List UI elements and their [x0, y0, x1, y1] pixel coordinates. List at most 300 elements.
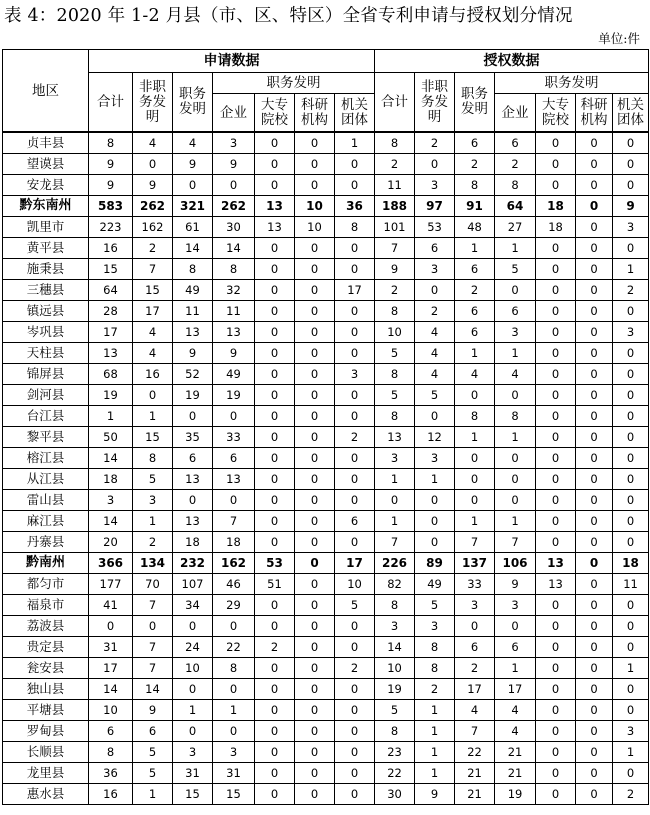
value-cell: 0 — [255, 132, 295, 154]
table-row — [3, 490, 649, 511]
value-cell: 1 — [495, 658, 536, 679]
value-cell: 20 — [89, 532, 133, 553]
region-name-cell: 福泉市 — [3, 595, 89, 616]
value-cell: 3 — [495, 322, 536, 343]
value-cell: 7 — [455, 532, 495, 553]
value-cell: 3 — [415, 175, 455, 196]
value-cell: 0 — [335, 637, 375, 658]
header-grant-group: 授权数据 — [375, 50, 649, 73]
value-cell: 13 — [173, 511, 213, 532]
value-cell: 2 — [495, 154, 536, 175]
value-cell: 1 — [375, 469, 415, 490]
value-cell: 0 — [255, 175, 295, 196]
value-cell: 0 — [295, 658, 335, 679]
value-cell: 107 — [173, 574, 213, 595]
value-cell: 0 — [255, 490, 295, 511]
value-cell: 0 — [173, 175, 213, 196]
region-name-cell: 平塘县 — [3, 700, 89, 721]
value-cell: 0 — [536, 616, 576, 637]
value-cell: 0 — [133, 616, 173, 637]
table-row — [3, 784, 649, 805]
value-cell: 19 — [213, 385, 255, 406]
value-cell: 0 — [415, 154, 455, 175]
value-cell: 0 — [536, 658, 576, 679]
value-cell: 0 — [613, 511, 649, 532]
value-cell: 82 — [375, 574, 415, 595]
value-cell: 134 — [133, 553, 173, 574]
region-name-cell: 凯里市 — [3, 217, 89, 238]
value-cell: 0 — [335, 448, 375, 469]
value-cell: 0 — [335, 742, 375, 763]
value-cell: 262 — [213, 196, 255, 217]
value-cell: 137 — [455, 553, 495, 574]
value-cell: 18 — [89, 469, 133, 490]
region-name-cell: 剑河县 — [3, 385, 89, 406]
value-cell: 0 — [495, 280, 536, 301]
value-cell: 0 — [536, 679, 576, 700]
value-cell: 0 — [576, 427, 613, 448]
value-cell: 0 — [255, 259, 295, 280]
value-cell: 68 — [89, 364, 133, 385]
value-cell: 0 — [536, 154, 576, 175]
value-cell: 0 — [576, 154, 613, 175]
value-cell: 8 — [375, 595, 415, 616]
value-cell: 4 — [495, 721, 536, 742]
value-cell: 18 — [536, 217, 576, 238]
value-cell: 9 — [213, 343, 255, 364]
value-cell: 9 — [613, 196, 649, 217]
value-cell: 9 — [415, 784, 455, 805]
value-cell: 0 — [613, 616, 649, 637]
value-cell: 0 — [255, 238, 295, 259]
value-cell: 0 — [255, 700, 295, 721]
value-cell: 0 — [255, 658, 295, 679]
region-name-cell: 望谟县 — [3, 154, 89, 175]
region-name-cell: 施秉县 — [3, 259, 89, 280]
value-cell: 6 — [455, 322, 495, 343]
value-cell: 46 — [213, 574, 255, 595]
value-cell: 1 — [415, 763, 455, 784]
value-cell: 17 — [335, 553, 375, 574]
value-cell: 1 — [613, 658, 649, 679]
header-grant-enterprise: 企业 — [495, 94, 536, 133]
value-cell: 13 — [536, 553, 576, 574]
value-cell: 0 — [295, 154, 335, 175]
value-cell: 0 — [133, 154, 173, 175]
value-cell: 0 — [173, 490, 213, 511]
value-cell: 8 — [375, 406, 415, 427]
value-cell: 11 — [613, 574, 649, 595]
value-cell: 14 — [213, 238, 255, 259]
value-cell: 0 — [375, 490, 415, 511]
value-cell: 50 — [89, 427, 133, 448]
value-cell: 0 — [536, 280, 576, 301]
value-cell: 0 — [415, 406, 455, 427]
value-cell: 0 — [536, 238, 576, 259]
value-cell: 0 — [295, 364, 335, 385]
header-grant-service-group: 职务发明 — [495, 73, 649, 94]
value-cell: 262 — [133, 196, 173, 217]
table-row — [3, 259, 649, 280]
value-cell: 1 — [455, 238, 495, 259]
table-row — [3, 448, 649, 469]
value-cell: 1 — [133, 406, 173, 427]
region-name-cell: 龙里县 — [3, 763, 89, 784]
value-cell: 17 — [455, 679, 495, 700]
value-cell: 0 — [495, 448, 536, 469]
value-cell: 162 — [213, 553, 255, 574]
value-cell: 2 — [455, 154, 495, 175]
value-cell: 5 — [375, 385, 415, 406]
value-cell: 1 — [415, 721, 455, 742]
value-cell: 53 — [255, 553, 295, 574]
table-row — [3, 721, 649, 742]
value-cell: 4 — [455, 700, 495, 721]
value-cell: 2 — [335, 658, 375, 679]
value-cell: 0 — [536, 259, 576, 280]
table-row — [3, 595, 649, 616]
value-cell: 13 — [536, 574, 576, 595]
value-cell: 0 — [536, 763, 576, 784]
value-cell: 52 — [173, 364, 213, 385]
value-cell: 9 — [133, 700, 173, 721]
value-cell: 8 — [375, 132, 415, 154]
value-cell: 0 — [613, 132, 649, 154]
value-cell: 41 — [89, 595, 133, 616]
value-cell: 8 — [495, 406, 536, 427]
value-cell: 0 — [295, 595, 335, 616]
value-cell: 0 — [613, 343, 649, 364]
region-name-cell: 都匀市 — [3, 574, 89, 595]
value-cell: 2 — [613, 784, 649, 805]
value-cell: 0 — [213, 679, 255, 700]
value-cell: 0 — [536, 742, 576, 763]
value-cell: 0 — [335, 343, 375, 364]
value-cell: 0 — [576, 132, 613, 154]
header-apply-service-group: 职务发明 — [213, 73, 375, 94]
value-cell: 49 — [213, 364, 255, 385]
value-cell: 18 — [213, 532, 255, 553]
value-cell: 23 — [375, 742, 415, 763]
value-cell: 0 — [576, 616, 613, 637]
table-row — [3, 301, 649, 322]
value-cell: 33 — [213, 427, 255, 448]
value-cell: 1 — [495, 238, 536, 259]
value-cell: 2 — [375, 154, 415, 175]
value-cell: 0 — [576, 700, 613, 721]
value-cell: 0 — [173, 679, 213, 700]
value-cell: 0 — [613, 469, 649, 490]
value-cell: 0 — [335, 490, 375, 511]
value-cell: 1 — [613, 742, 649, 763]
value-cell: 0 — [455, 385, 495, 406]
value-cell: 5 — [133, 469, 173, 490]
value-cell: 13 — [213, 469, 255, 490]
value-cell: 2 — [455, 658, 495, 679]
value-cell: 2 — [415, 679, 455, 700]
header-grant-agency: 机关团体 — [613, 94, 649, 133]
value-cell: 0 — [455, 490, 495, 511]
header-apply-group: 申请数据 — [89, 50, 375, 73]
value-cell: 7 — [455, 721, 495, 742]
value-cell: 0 — [536, 385, 576, 406]
value-cell: 17 — [495, 679, 536, 700]
value-cell: 5 — [133, 763, 173, 784]
value-cell: 5 — [495, 259, 536, 280]
value-cell: 0 — [536, 343, 576, 364]
value-cell: 3 — [455, 595, 495, 616]
value-cell: 3 — [415, 448, 455, 469]
value-cell: 97 — [415, 196, 455, 217]
value-cell: 91 — [455, 196, 495, 217]
value-cell: 30 — [375, 784, 415, 805]
value-cell: 19 — [89, 385, 133, 406]
region-name-cell: 惠水县 — [3, 784, 89, 805]
value-cell: 16 — [133, 364, 173, 385]
value-cell: 0 — [536, 469, 576, 490]
table-row — [3, 763, 649, 784]
value-cell: 0 — [576, 553, 613, 574]
value-cell: 0 — [295, 406, 335, 427]
value-cell: 0 — [455, 469, 495, 490]
value-cell: 2 — [455, 280, 495, 301]
value-cell: 31 — [213, 763, 255, 784]
value-cell: 0 — [576, 301, 613, 322]
value-cell: 8 — [89, 132, 133, 154]
table-row — [3, 132, 649, 154]
value-cell: 0 — [335, 154, 375, 175]
value-cell: 13 — [213, 322, 255, 343]
value-cell: 0 — [536, 721, 576, 742]
header-region: 地区 — [3, 50, 89, 133]
value-cell: 17 — [133, 301, 173, 322]
value-cell: 36 — [335, 196, 375, 217]
value-cell: 101 — [375, 217, 415, 238]
value-cell: 15 — [133, 280, 173, 301]
value-cell: 0 — [576, 679, 613, 700]
region-name-cell: 榕江县 — [3, 448, 89, 469]
value-cell: 13 — [255, 196, 295, 217]
value-cell: 0 — [295, 763, 335, 784]
value-cell: 8 — [455, 406, 495, 427]
value-cell: 19 — [375, 679, 415, 700]
value-cell: 1 — [133, 784, 173, 805]
region-name-cell: 从江县 — [3, 469, 89, 490]
value-cell: 51 — [255, 574, 295, 595]
value-cell: 10 — [295, 196, 335, 217]
value-cell: 7 — [213, 511, 255, 532]
value-cell: 0 — [213, 616, 255, 637]
header-apply-research: 科研机构 — [295, 94, 335, 133]
value-cell: 0 — [613, 238, 649, 259]
value-cell: 9 — [89, 154, 133, 175]
value-cell: 8 — [375, 364, 415, 385]
value-cell: 21 — [495, 742, 536, 763]
value-cell: 0 — [536, 595, 576, 616]
value-cell: 0 — [255, 532, 295, 553]
value-cell: 0 — [295, 532, 335, 553]
value-cell: 0 — [576, 763, 613, 784]
value-cell: 10 — [89, 700, 133, 721]
value-cell: 18 — [536, 196, 576, 217]
value-cell: 0 — [576, 259, 613, 280]
value-cell: 2 — [415, 301, 455, 322]
value-cell: 0 — [613, 700, 649, 721]
value-cell: 4 — [415, 322, 455, 343]
value-cell: 4 — [173, 132, 213, 154]
value-cell: 7 — [375, 532, 415, 553]
value-cell: 223 — [89, 217, 133, 238]
value-cell: 0 — [335, 784, 375, 805]
value-cell: 1 — [335, 132, 375, 154]
value-cell: 4 — [133, 343, 173, 364]
value-cell: 11 — [213, 301, 255, 322]
value-cell: 53 — [415, 217, 455, 238]
value-cell: 0 — [613, 427, 649, 448]
value-cell: 0 — [255, 448, 295, 469]
value-cell: 64 — [495, 196, 536, 217]
value-cell: 5 — [375, 700, 415, 721]
value-cell: 0 — [295, 448, 335, 469]
value-cell: 3 — [375, 448, 415, 469]
region-name-cell: 黔东南州 — [3, 196, 89, 217]
value-cell: 3 — [415, 259, 455, 280]
value-cell: 5 — [335, 595, 375, 616]
value-cell: 2 — [613, 280, 649, 301]
value-cell: 0 — [295, 132, 335, 154]
value-cell: 583 — [89, 196, 133, 217]
value-cell: 0 — [576, 742, 613, 763]
region-name-cell: 雷山县 — [3, 490, 89, 511]
value-cell: 8 — [455, 175, 495, 196]
header-grant-service: 职务发明 — [455, 73, 495, 133]
value-cell: 1 — [133, 511, 173, 532]
value-cell: 0 — [576, 322, 613, 343]
value-cell: 0 — [536, 532, 576, 553]
value-cell: 1 — [173, 700, 213, 721]
value-cell: 36 — [89, 763, 133, 784]
value-cell: 0 — [295, 280, 335, 301]
value-cell: 0 — [133, 385, 173, 406]
value-cell: 5 — [415, 385, 455, 406]
value-cell: 89 — [415, 553, 455, 574]
value-cell: 21 — [455, 763, 495, 784]
value-cell: 64 — [89, 280, 133, 301]
value-cell: 0 — [255, 784, 295, 805]
value-cell: 16 — [89, 238, 133, 259]
value-cell: 0 — [295, 175, 335, 196]
value-cell: 0 — [255, 721, 295, 742]
table-row — [3, 616, 649, 637]
region-name-cell: 贵定县 — [3, 637, 89, 658]
value-cell: 0 — [415, 532, 455, 553]
value-cell: 0 — [335, 238, 375, 259]
value-cell: 0 — [295, 553, 335, 574]
value-cell: 177 — [89, 574, 133, 595]
value-cell: 0 — [455, 448, 495, 469]
value-cell: 1 — [495, 427, 536, 448]
value-cell: 14 — [133, 679, 173, 700]
value-cell: 0 — [613, 448, 649, 469]
value-cell: 13 — [375, 427, 415, 448]
value-cell: 0 — [255, 364, 295, 385]
value-cell: 14 — [89, 448, 133, 469]
value-cell: 0 — [173, 721, 213, 742]
value-cell: 0 — [576, 469, 613, 490]
value-cell: 7 — [133, 595, 173, 616]
value-cell: 1 — [613, 259, 649, 280]
value-cell: 8 — [89, 742, 133, 763]
value-cell: 15 — [89, 259, 133, 280]
value-cell: 106 — [495, 553, 536, 574]
value-cell: 4 — [133, 132, 173, 154]
value-cell: 0 — [613, 637, 649, 658]
value-cell: 9 — [173, 343, 213, 364]
value-cell: 9 — [375, 259, 415, 280]
value-cell: 1 — [455, 427, 495, 448]
region-name-cell: 锦屏县 — [3, 364, 89, 385]
value-cell: 8 — [375, 301, 415, 322]
table-row — [3, 574, 649, 595]
value-cell: 3 — [213, 132, 255, 154]
value-cell: 0 — [613, 532, 649, 553]
value-cell: 8 — [133, 448, 173, 469]
value-cell: 0 — [335, 259, 375, 280]
value-cell: 49 — [173, 280, 213, 301]
value-cell: 0 — [213, 490, 255, 511]
value-cell: 0 — [255, 343, 295, 364]
table-row — [3, 700, 649, 721]
table-row — [3, 427, 649, 448]
value-cell: 2 — [375, 280, 415, 301]
value-cell: 0 — [613, 595, 649, 616]
value-cell: 0 — [576, 238, 613, 259]
value-cell: 0 — [613, 301, 649, 322]
value-cell: 0 — [335, 301, 375, 322]
value-cell: 0 — [255, 385, 295, 406]
value-cell: 9 — [173, 154, 213, 175]
value-cell: 17 — [89, 322, 133, 343]
value-cell: 8 — [213, 658, 255, 679]
value-cell: 0 — [415, 490, 455, 511]
region-name-cell: 天柱县 — [3, 343, 89, 364]
table-row — [3, 469, 649, 490]
value-cell: 4 — [133, 322, 173, 343]
value-cell: 3 — [213, 742, 255, 763]
value-cell: 0 — [255, 763, 295, 784]
region-name-cell: 长顺县 — [3, 742, 89, 763]
value-cell: 10 — [375, 658, 415, 679]
value-cell: 6 — [415, 238, 455, 259]
value-cell: 0 — [255, 511, 295, 532]
region-name-cell: 瓮安县 — [3, 658, 89, 679]
value-cell: 17 — [89, 658, 133, 679]
unit-label: 单位:件 — [598, 31, 640, 46]
value-cell: 0 — [295, 490, 335, 511]
value-cell: 6 — [455, 132, 495, 154]
value-cell: 0 — [576, 658, 613, 679]
region-name-cell: 安龙县 — [3, 175, 89, 196]
value-cell: 0 — [536, 427, 576, 448]
value-cell: 0 — [576, 175, 613, 196]
header-grant-college: 大专院校 — [536, 94, 576, 133]
value-cell: 14 — [89, 679, 133, 700]
table-row — [3, 742, 649, 763]
region-name-cell: 台江县 — [3, 406, 89, 427]
value-cell: 0 — [576, 217, 613, 238]
value-cell: 13 — [173, 322, 213, 343]
value-cell: 4 — [415, 364, 455, 385]
